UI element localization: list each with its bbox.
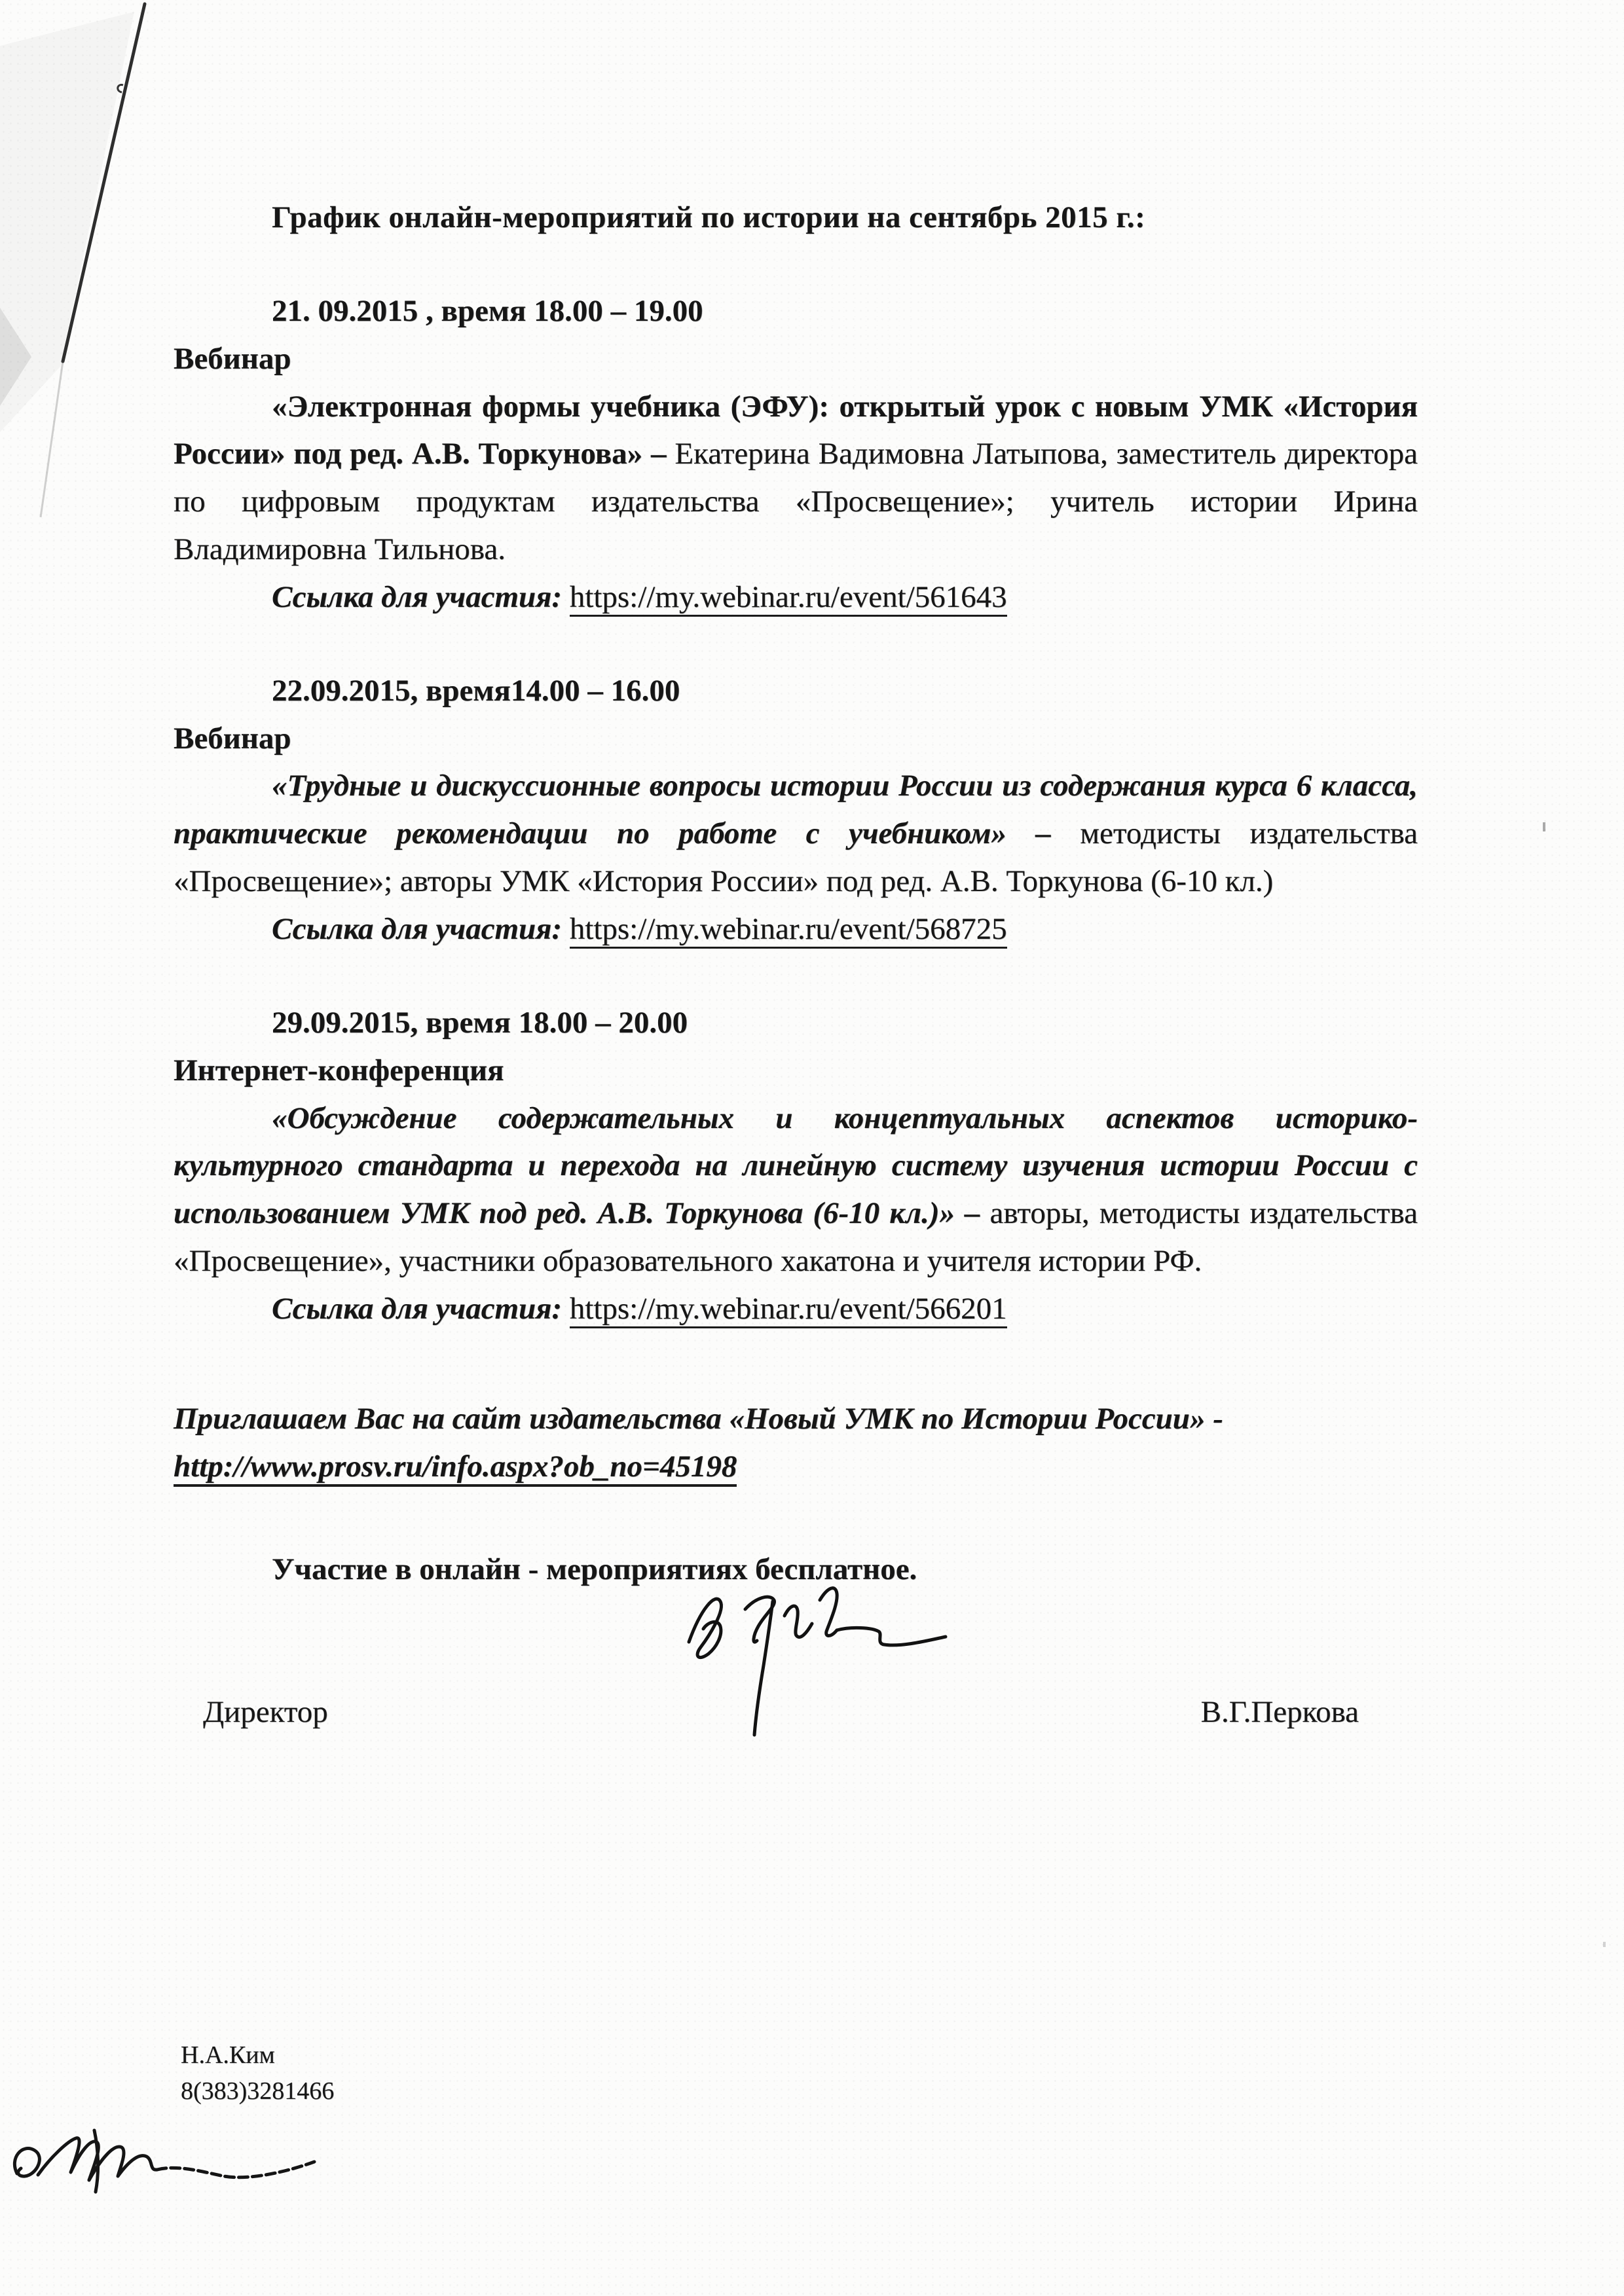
handwritten-signature-bottom (8, 2124, 322, 2209)
event-block-2 (174, 667, 1418, 953)
link-label: Ссылка для участия: (272, 911, 570, 946)
webinar-link-url: https://my.webinar.ru/event/561643 (570, 580, 1007, 617)
event-description (174, 1095, 1418, 1285)
link-label: Ссылка для участия: (272, 579, 570, 614)
event-description-lead: «Электронная формы учебника (ЭФУ): открытый урок с новым УМК «История России» под ред. А.В. Торкунова» – (174, 389, 1418, 471)
director-signature (674, 1563, 956, 1760)
event-description (174, 762, 1418, 905)
event-type: Интернет-конференция (174, 1053, 504, 1087)
event-block-1 (174, 287, 1418, 621)
event-date: 29.09.2015, время 18.00 – 20.00 (272, 1005, 688, 1040)
participation-link-line (174, 574, 1418, 621)
contact-block (181, 2037, 334, 2109)
contact-name: Н.А.Ким (181, 2041, 275, 2069)
event-block-3 (174, 999, 1418, 1333)
event-type: Вебинар (174, 341, 291, 376)
event-date: 22.09.2015, время14.00 – 16.00 (272, 673, 680, 708)
document-title: График онлайн-мероприятий по истории на сентябрь 2015 г.: (272, 200, 1146, 234)
event-description-rest: авторы, методисты издательства «Просвещение», участники образовательного хакатона и учителя истории РФ. (174, 1196, 1418, 1279)
webinar-link-url: https://my.webinar.ru/event/568725 (570, 912, 1007, 949)
scan-speck (1543, 822, 1545, 831)
invitation-paragraph (174, 1395, 1418, 1491)
publisher-site-url: http://www.prosv.ru/info.aspx?ob_no=45198 (174, 1449, 737, 1487)
event-description-lead: «Трудные и дискуссионные вопросы истории России из содержания курса 6 класса, практические рекомендации по работе с учебником» – (174, 769, 1418, 851)
event-description-rest: методисты издательства «Просвещение»; авторы УМК «История России» под ред. А.В. Торкунова (6-10 кл.) (174, 816, 1418, 899)
invitation-text: Приглашаем Вас на сайт издательства «Новый УМК по Истории России» - (174, 1401, 1223, 1436)
event-description (174, 383, 1418, 574)
link-label: Ссылка для участия: (272, 1291, 570, 1326)
participation-link-line (174, 1285, 1418, 1333)
contact-phone: 8(383)3281466 (181, 2077, 335, 2105)
event-description-rest: Екатерина Вадимовна Латыпова, заместитель директора по цифровым продуктам издательства «Просвещение»; учитель истории Ирина Владимировна Тильнова. (174, 437, 1418, 567)
webinar-link-url: https://my.webinar.ru/event/566201 (570, 1292, 1007, 1328)
scan-speck (1603, 1942, 1606, 1947)
event-description-lead: «Обсуждение содержательных и концептуальных аспектов историко-культурного стандарта и перехода на линейную систему изучения истории России с использованием УМК под ред. А.В. Торкунова (6-10 кл.)» – (174, 1101, 1418, 1231)
event-type: Вебинар (174, 721, 291, 756)
free-participation-note: Участие в онлайн - мероприятиях бесплатное. (272, 1552, 917, 1587)
signer-role: Директор (203, 1695, 328, 1730)
signer-name: В.Г.Перкова (1200, 1695, 1359, 1730)
event-date: 21. 09.2015 , время 18.00 – 19.00 (272, 293, 703, 328)
participation-link-line (174, 905, 1418, 953)
